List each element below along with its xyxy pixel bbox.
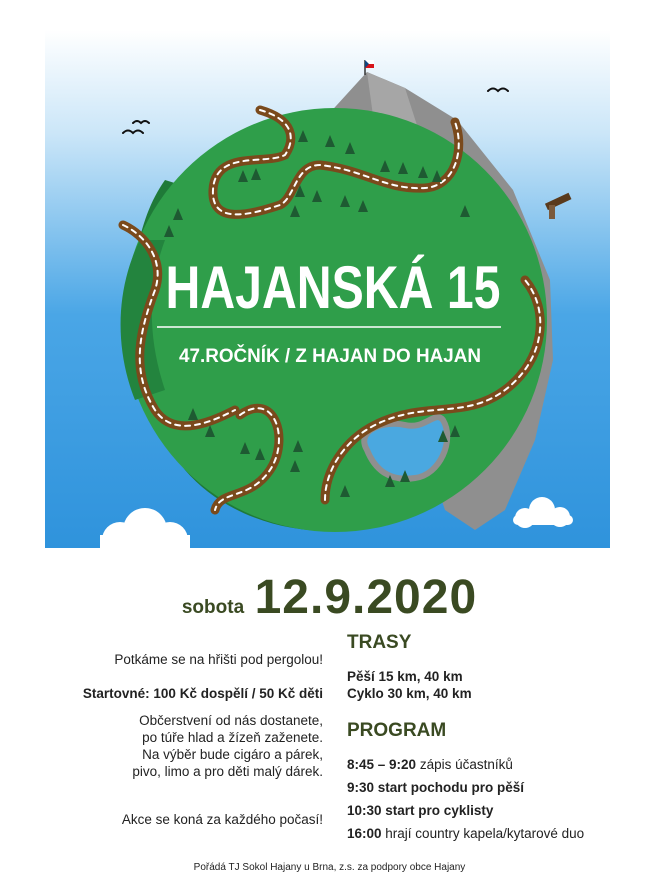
verse-line: pivo, limo a pro děti malý dárek. — [132, 764, 323, 779]
refreshments-verse — [30, 712, 323, 780]
program-section — [347, 720, 647, 742]
program-time: 9:30 — [347, 780, 375, 795]
verse-line: Na výběr bude cigáro a párek, — [142, 747, 323, 762]
poster-title: HAJANSKÁ 15 — [165, 254, 501, 321]
program-time: 8:45 – 9:20 — [347, 757, 417, 772]
routes-list — [347, 668, 647, 702]
program-list — [347, 756, 647, 842]
program-item — [347, 756, 647, 773]
program-text: start pro cyklisty — [385, 803, 494, 818]
event-date — [0, 570, 659, 625]
weather-note: Akce se koná za každého počasí! — [121, 811, 323, 827]
program-item — [347, 779, 647, 796]
meeting-place: Potkáme se na hřišti pod pergolou! — [114, 651, 323, 667]
route-walk: Pěší 15 km, 40 km — [347, 669, 463, 684]
program-time: 16:00 — [347, 826, 382, 841]
verse-line: Občerstvení od nás dostanete, — [139, 713, 323, 728]
routes-section — [347, 632, 647, 654]
entry-fee: Startovné: 100 Kč dospělí / 50 Kč děti — [82, 685, 323, 701]
organizer-footer: Pořádá TJ Sokol Hajany u Brna, z.s. za podpory obce Hajany — [193, 862, 466, 873]
program-time: 10:30 — [347, 803, 382, 818]
poster-subtitle: 47.ROČNÍK / Z HAJAN DO HAJAN — [179, 346, 484, 367]
route-bike: Cyklo 30 km, 40 km — [347, 686, 472, 701]
routes-heading: TRASY — [347, 632, 412, 653]
program-text: hrají country kapela/kytarové duo — [385, 826, 585, 841]
verse-line: po túře hlad a žízeň zaženete. — [142, 730, 323, 745]
program-text: zápis účastníků — [419, 757, 513, 772]
date-weekday: sobota — [181, 597, 245, 618]
program-text: start pochodu pro pěší — [377, 780, 525, 795]
program-item — [347, 802, 647, 819]
poster-illustration — [45, 30, 610, 548]
program-heading: PROGRAM — [347, 720, 447, 741]
date-value: 12.9.2020 — [254, 571, 478, 624]
program-item — [347, 825, 647, 842]
